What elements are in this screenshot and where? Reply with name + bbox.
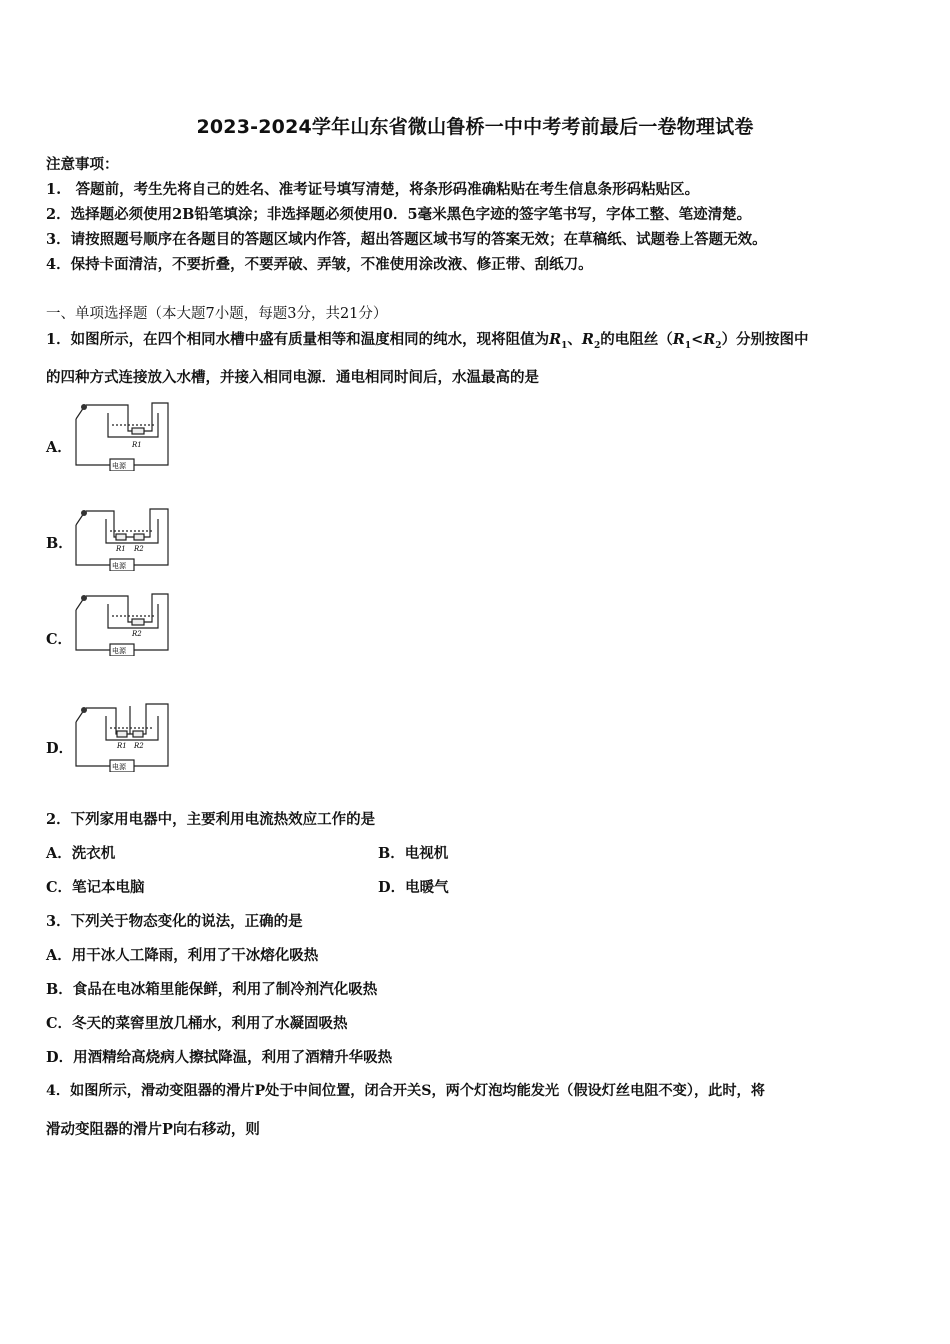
q1-option-d-circuit (72, 700, 172, 772)
q1-option-a-circuit (72, 397, 172, 471)
q1-d-resistor-label-1: R1 (117, 742, 127, 750)
q1-text-post: ）分别按图中 (721, 331, 809, 348)
q1-c-power-label: 电源 (112, 647, 126, 655)
q1-sep: 、 (567, 331, 582, 348)
notice-item-3: 3．请按照题号顺序在各题目的答题区域内作答，超出答题区域书写的答案无效；在草稿纸、试题卷上答题无效。 (46, 231, 767, 248)
q2-option-c: C．笔记本电脑 (46, 879, 145, 896)
q1-cmp-r1: R (672, 331, 685, 348)
switch-icon (81, 595, 87, 601)
section-heading: 一、单项选择题（本大题7小题，每题3分，共21分） (46, 306, 388, 322)
q1-r1-sub: 1 (561, 340, 568, 351)
q1-r1-symbol: R (549, 331, 562, 348)
q1-option-c-circuit (72, 588, 172, 656)
q1-option-d-label: D． (46, 740, 74, 757)
switch-icon (81, 510, 87, 516)
q1-c-resistor-label: R2 (132, 630, 142, 638)
q1-b-resistor-label-1: R1 (116, 545, 126, 553)
q1-stem-line1 (46, 328, 809, 351)
q3-option-d: D．用酒精给高烧病人擦拭降温，利用了酒精升华吸热 (46, 1049, 393, 1066)
q2-stem: 2．下列家用电器中，主要利用电流热效应工作的是 (46, 811, 376, 828)
q2-option-d: D．电暖气 (378, 879, 449, 896)
q3-option-a: A．用干冰人工降雨，利用了干冰熔化吸热 (46, 947, 319, 964)
q1-cmp-r2-sub: 2 (715, 340, 722, 351)
q1-d-resistor-label-2: R2 (134, 742, 144, 750)
q1-b-resistor-label-2: R2 (134, 545, 144, 553)
q1-d-power-label: 电源 (112, 763, 126, 771)
q1-b-power-label: 电源 (112, 562, 126, 570)
q1-cmp-r2: R (703, 331, 716, 348)
q1-a-resistor-label: R1 (132, 441, 142, 449)
q1-text-mid: 的电阻丝（ (600, 331, 673, 348)
q1-option-b-label: B． (46, 535, 73, 552)
q1-r2-symbol: R (581, 331, 594, 348)
q1-option-b-circuit (72, 503, 172, 571)
q3-option-c: C．冬天的菜窖里放几桶水，利用了水凝固吸热 (46, 1015, 348, 1032)
notice-item-1: 1. 答题前，考生先将自己的姓名、准考证号填写清楚，将条形码准确粘贴在考生信息条形码粘贴区。 (46, 181, 700, 198)
notice-heading: 注意事项： (46, 156, 119, 173)
q1-cmp-lt: < (691, 331, 704, 348)
q1-stem-line2: 的四种方式连接放入水槽，并接入相同电源．通电相同时间后，水温最高的是 (46, 369, 539, 386)
q1-text-pre: 1．如图所示，在四个相同水槽中盛有质量相等和温度相同的纯水，现将阻值为 (46, 331, 550, 348)
notice-item-2: 2．选择题必须使用2B铅笔填涂；非选择题必须使用0．5毫米黑色字迹的签字笔书写，字体工整、笔迹清楚。 (46, 206, 752, 223)
page-title: 2023-2024学年山东省微山鲁桥一中中考考前最后一卷物理试卷 (196, 116, 754, 138)
switch-icon (81, 404, 87, 410)
q1-cmp-r1-sub: 1 (684, 340, 692, 351)
q2-option-a: A．洗衣机 (46, 845, 116, 862)
q2-option-b: B．电视机 (378, 845, 449, 862)
q1-option-a-label: A． (46, 439, 72, 456)
q1-r2-sub: 2 (593, 340, 601, 351)
q3-stem: 3．下列关于物态变化的说法，正确的是 (46, 913, 303, 930)
q3-option-b: B．食品在电冰箱里能保鲜，利用了制冷剂汽化吸热 (46, 981, 378, 998)
q1-a-power-label: 电源 (112, 462, 126, 470)
switch-icon (81, 707, 87, 713)
q1-option-c-label: C． (46, 631, 73, 648)
q4-stem-line2: 滑动变阻器的滑片P向右移动，则 (46, 1121, 260, 1138)
notice-item-4: 4．保持卡面清洁，不要折叠，不要弄破、弄皱，不准使用涂改液、修正带、刮纸刀。 (46, 256, 593, 273)
q4-stem-line1: 4．如图所示，滑动变阻器的滑片P处于中间位置，闭合开关S，两个灯泡均能发光（假设灯丝电阻不变），此时，将 (46, 1083, 765, 1099)
